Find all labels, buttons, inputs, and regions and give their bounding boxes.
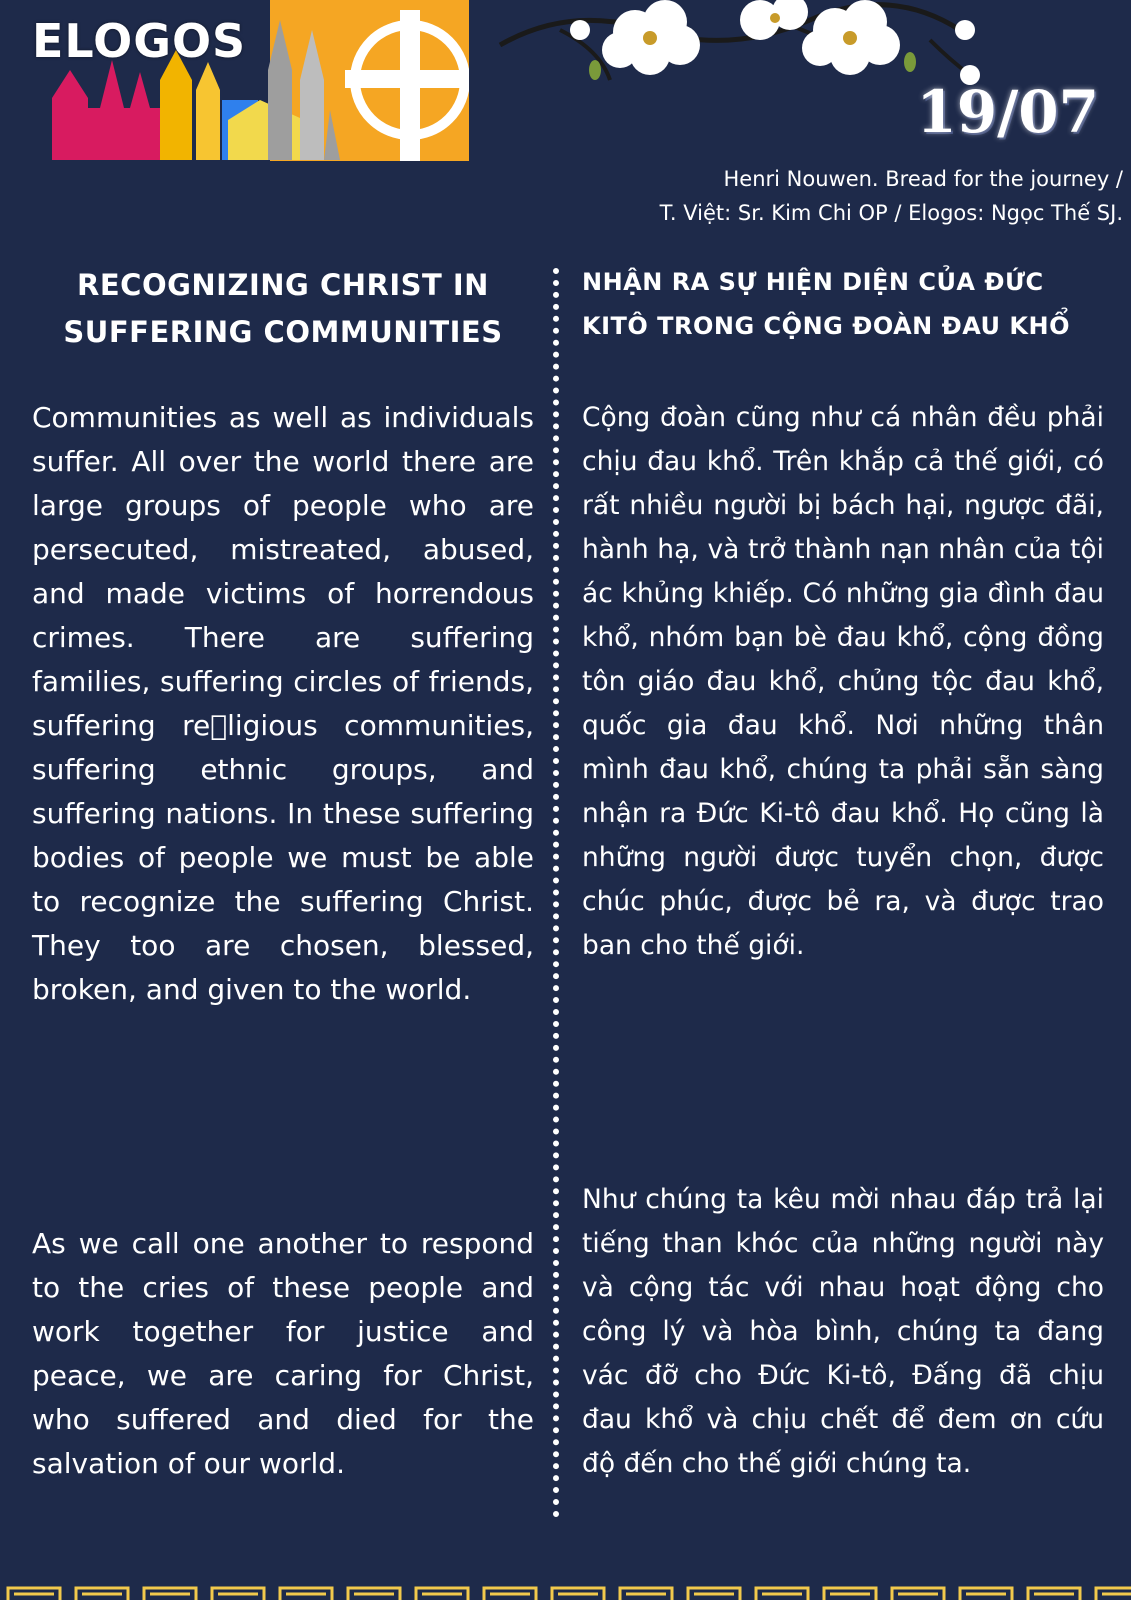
english-title-line-1: RECOGNIZING CHRIST IN bbox=[77, 268, 489, 302]
vietnamese-title bbox=[582, 260, 1104, 348]
vietnamese-body bbox=[582, 396, 1104, 968]
english-paragraph-1: Communities as well as individuals suffer. All over the world there are large groups of people who are persecuted, mistreated, abused, and made victims of horrendous crimes. There are suffering families, suffering circles of friends, suffering re ligious communities, suffering ethnic groups, and suffering nations. In these suffering bodies of people we must be able to recognize the suffering Christ. They too are chosen, blessed, broken, and given to the world. bbox=[32, 401, 534, 1006]
credit-line-1: Henri Nouwen. Bread for the journey / bbox=[723, 167, 1123, 191]
english-title bbox=[32, 262, 534, 356]
column-divider bbox=[553, 268, 559, 1518]
elogos-logo bbox=[0, 0, 469, 161]
date-label: 19/07 bbox=[916, 78, 1099, 146]
logo-text: ELOGOS bbox=[32, 14, 247, 68]
vietnamese-column bbox=[582, 260, 1104, 348]
vietnamese-paragraph-1: Cộng đoàn cũng như cá nhân đều phải chịu đau khổ. Trên khắp cả thế giới, có rất nhiều người bị bách hại, ngược đãi, hành hạ, và trở thành nạn nhân của tội ác khủng khiếp. Có những gia đình đau khổ, nhóm bạn bè đau khổ, cộng đồng tôn giáo đau khổ, chủng tộc đau khổ, quốc gia đau khổ. Nơi những thân mình đau khổ, chúng ta phải sẵn sàng nhận ra Đức Ki-tô đau khổ. Họ cũng là những người được tuyển chọn, được chúc phúc, được bẻ ra, và được trao ban cho thế giới. bbox=[582, 402, 1104, 961]
vietnamese-body-2 bbox=[582, 1178, 1104, 1486]
vietnamese-title-line-2: KITÔ TRONG CỘNG ĐOÀN ĐAU KHỔ bbox=[582, 312, 1070, 340]
english-body-2 bbox=[32, 1222, 534, 1486]
english-title-line-2: SUFFERING COMMUNITIES bbox=[63, 315, 503, 349]
english-column bbox=[32, 262, 534, 356]
vietnamese-title-line-1: NHẬN RA SỰ HIỆN DIỆN CỦA ĐỨC bbox=[582, 268, 1044, 296]
vietnamese-paragraph-2: Như chúng ta kêu mời nhau đáp trả lại tiếng than khóc của những người này và cộng tác với nhau hoạt động cho công lý và hòa bình, chúng ta đang vác đỡ cho Đức Ki-tô, Đấng đã chịu đau khổ và chịu chết để đem ơn cứu độ đến cho thế giới chúng ta. bbox=[582, 1184, 1104, 1479]
english-body bbox=[32, 396, 534, 1012]
credit-line-2: T. Việt: Sr. Kim Chi OP / Elogos: Ngọc Thế SJ. bbox=[659, 201, 1123, 225]
english-paragraph-2: As we call one another to respond to the cries of these people and work together for justice and peace, we are caring for Christ, who suffered and died for the salvation of our world. bbox=[32, 1227, 534, 1480]
decorative-border-icon bbox=[0, 1585, 1131, 1600]
